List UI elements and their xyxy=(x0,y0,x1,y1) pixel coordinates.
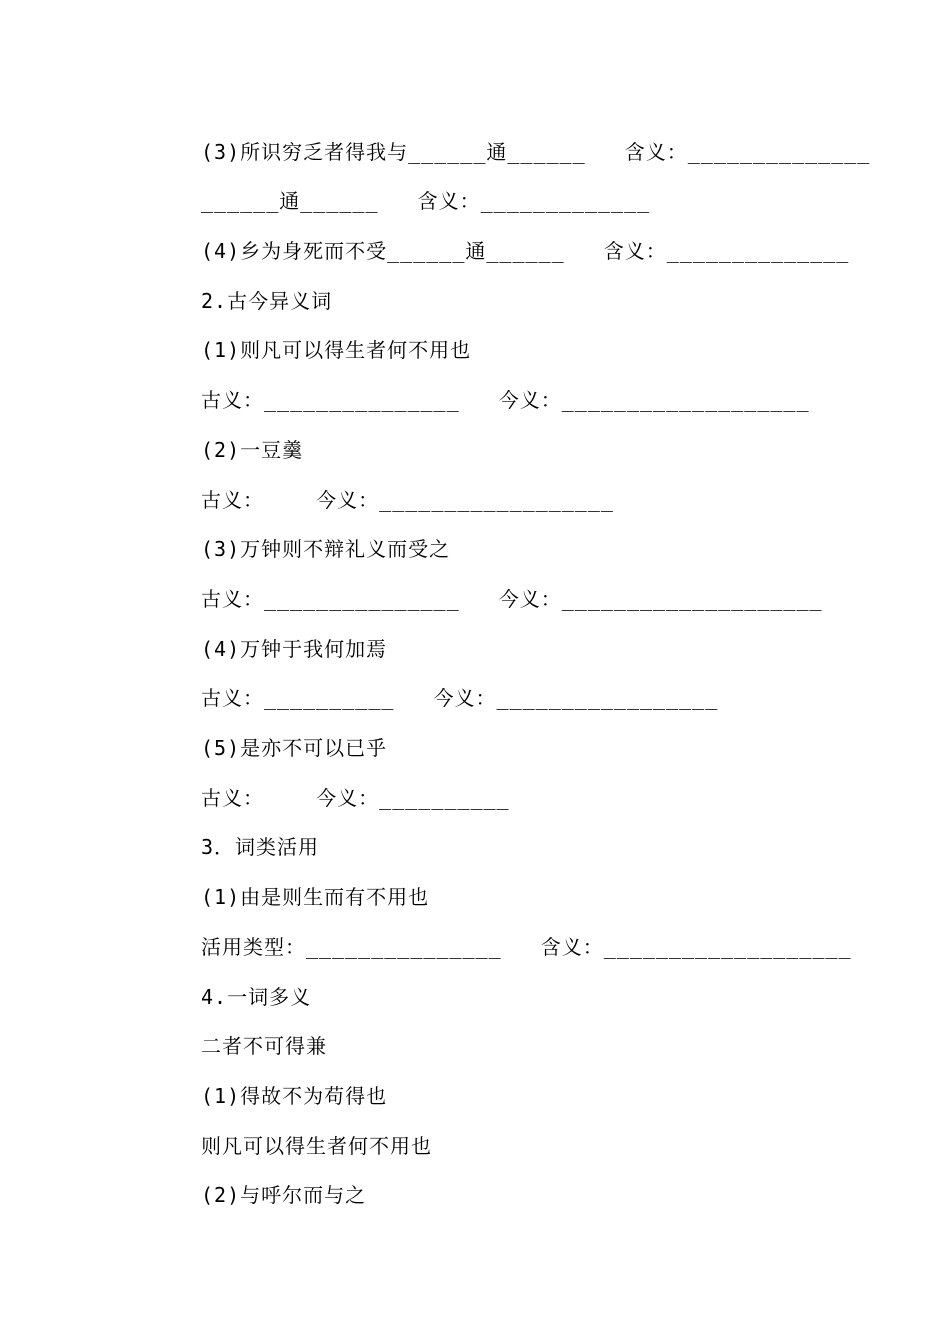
text-line: 古义：_______________ 今义：____________________ xyxy=(201,587,823,611)
text-line: (3)万钟则不辩礼义而受之 xyxy=(201,537,451,561)
section-heading: 2.古今异义词 xyxy=(201,289,333,313)
section-heading: 3．词类活用 xyxy=(201,835,320,859)
text-line: 古义：_______________ 今义：___________________ xyxy=(201,388,810,412)
text-line: 古义： 今义：__________ xyxy=(201,786,510,810)
text-line: (5)是亦不可以已乎 xyxy=(201,736,388,760)
text-line: (3)所识穷乏者得我与______通______ 含义：______________ xyxy=(201,140,871,164)
text-line: 二者不可得兼 xyxy=(201,1034,327,1058)
text-line: 古义： 今义：__________________ xyxy=(201,488,614,512)
text-line: ______通______ 含义：_____________ xyxy=(201,189,651,213)
text-line: (2)一豆羹 xyxy=(201,438,304,462)
section-heading: 4.一词多义 xyxy=(201,985,312,1009)
text-line: (2)与呼尔而与之 xyxy=(201,1183,367,1207)
text-line: (1)由是则生而有不用也 xyxy=(201,885,430,909)
text-line: 则凡可以得生者何不用也 xyxy=(201,1134,432,1158)
text-line: (4)万钟于我何加焉 xyxy=(201,637,388,661)
text-line: (1)得故不为苟得也 xyxy=(201,1084,388,1108)
text-line: 活用类型：_______________ 含义：___________________ xyxy=(201,935,852,959)
text-line: (4)乡为身死而不受______通______ 含义：______________ xyxy=(201,239,850,263)
text-line: (1)则凡可以得生者何不用也 xyxy=(201,338,472,362)
text-line: 古义：__________ 今义：_________________ xyxy=(201,686,719,710)
